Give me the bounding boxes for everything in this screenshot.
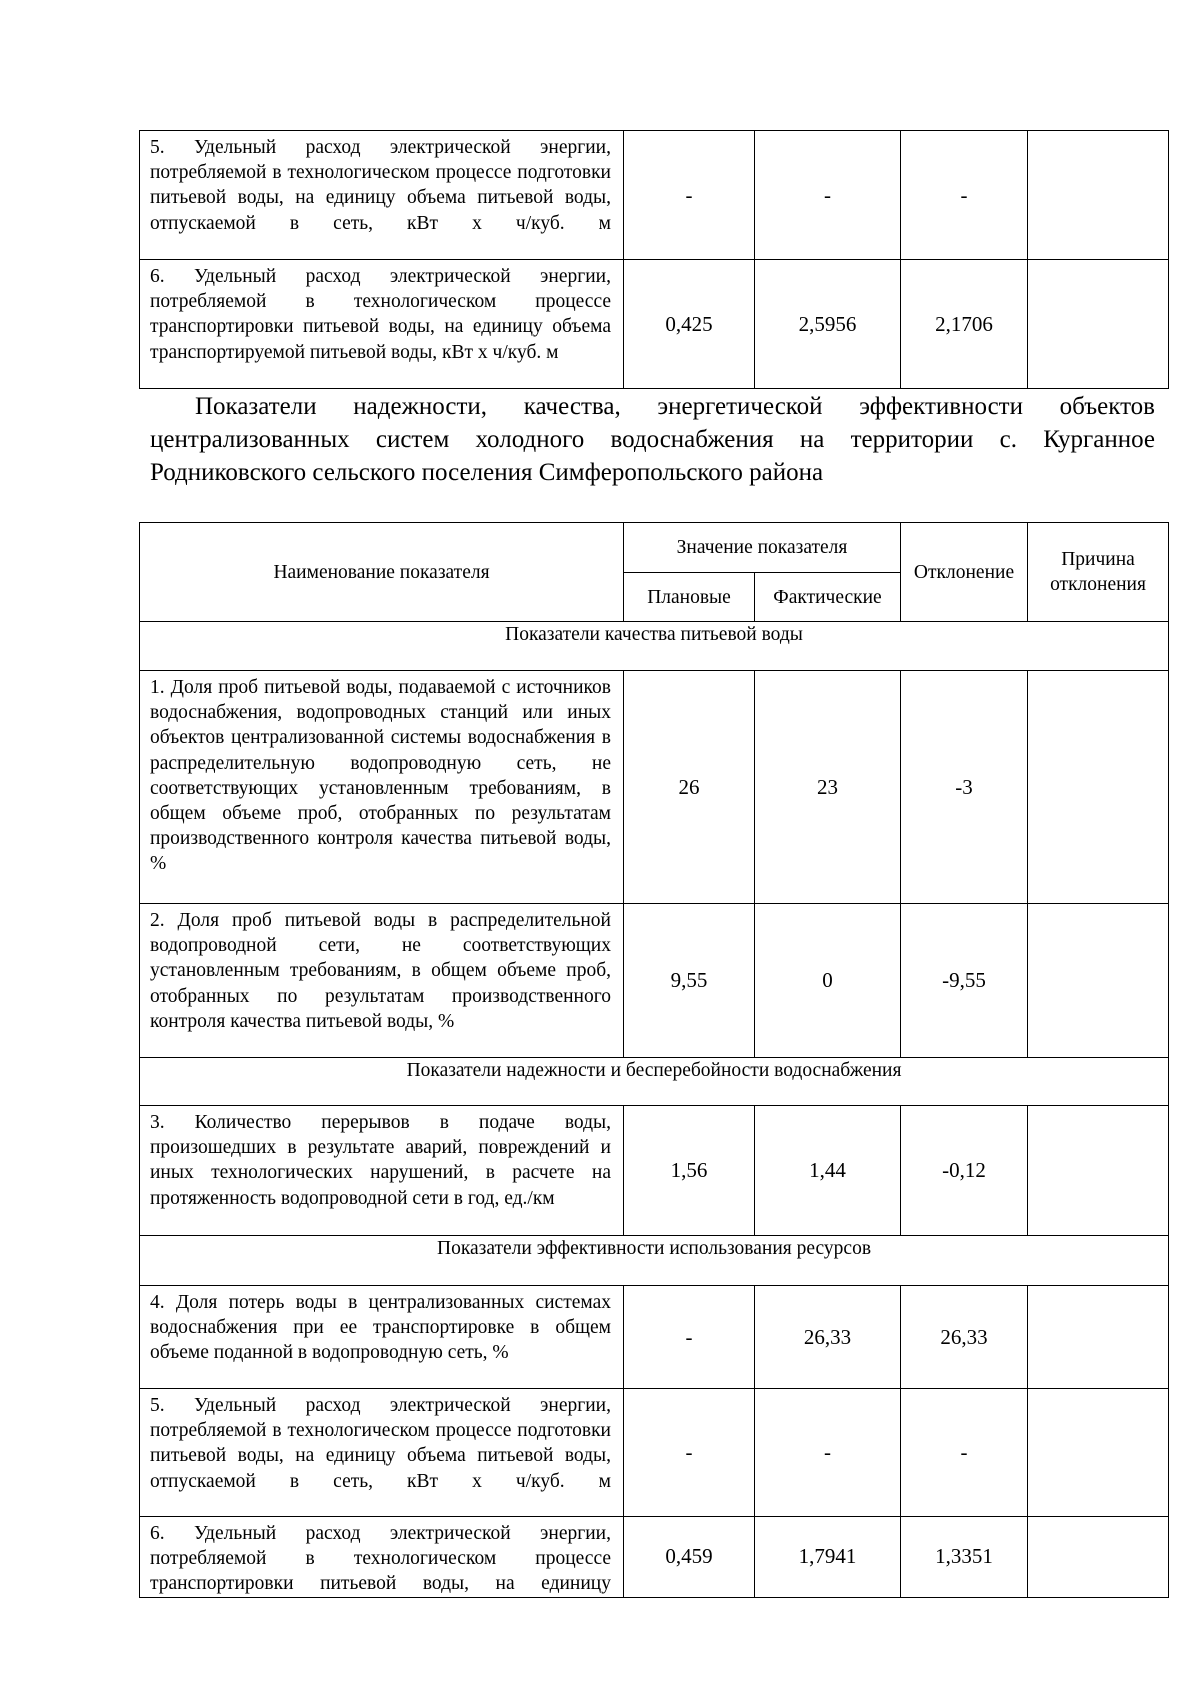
table-row — [140, 1517, 1169, 1598]
fact-value: 26,33 — [755, 1286, 901, 1389]
indicator-description: 2. Доля проб питьевой воды в распределительной водопроводной сети, не соответствующих установленным требованиям, в общем объеме проб, отобранных по результатам производственного контроля качества питьевой воды, % — [140, 904, 624, 1058]
plan-value: 9,55 — [624, 904, 755, 1058]
table-row — [140, 671, 1169, 904]
fact-value: 0 — [755, 904, 901, 1058]
deviation-value: 26,33 — [901, 1286, 1028, 1389]
table-row — [140, 131, 1169, 260]
table-row — [140, 1286, 1169, 1389]
table-row — [140, 1106, 1169, 1236]
section-title-efficiency: Показатели эффективности использования ресурсов — [140, 1236, 1169, 1286]
plan-value: 0,425 — [624, 260, 755, 389]
header-deviation-reason: Причина отклонения — [1028, 523, 1169, 622]
header-indicator-name: Наименование показателя — [140, 523, 624, 622]
deviation-value: - — [901, 131, 1028, 260]
deviation-value: -0,12 — [901, 1106, 1028, 1236]
deviation-reason — [1028, 1389, 1169, 1517]
deviation-reason — [1028, 1517, 1169, 1598]
fact-value: - — [755, 1389, 901, 1517]
plan-value: 1,56 — [624, 1106, 755, 1236]
table-row — [140, 260, 1169, 389]
plan-value: 0,459 — [624, 1517, 755, 1598]
table-row — [140, 1389, 1169, 1517]
fact-value: 1,44 — [755, 1106, 901, 1236]
plan-value: 26 — [624, 671, 755, 904]
plan-value: - — [624, 1286, 755, 1389]
deviation-value: 1,3351 — [901, 1517, 1028, 1598]
section-row — [140, 1236, 1169, 1286]
indicator-description: 1. Доля проб питьевой воды, подаваемой с источников водоснабжения, водопроводных станций или иных объектов централизованной системы водоснабжения в распределительную водопроводную сеть, не соответствующих установленным требованиям, в общем объеме проб, отобранных по результатам производственного контроля качества питьевой воды, % — [140, 671, 624, 904]
indicator-description: 4. Доля потерь воды в централизованных системах водоснабжения при ее транспортировке в общем объеме поданной в водопроводную сеть, % — [140, 1286, 624, 1389]
deviation-reason — [1028, 671, 1169, 904]
heading-text: Показатели надежности, качества, энергетической эффективности объектов централизованных систем холодного водоснабжения на территории с. Курганное Родниковского сельского поселения Симферопольского района — [150, 393, 1155, 486]
table-header-row — [140, 523, 1169, 573]
deviation-reason — [1028, 1286, 1169, 1389]
indicator-description: 3. Количество перерывов в подаче воды, произошедших в результате аварий, повреждений и иных технологических нарушений, в расчете на протяженность водопроводной сети в год, ед./км — [140, 1106, 624, 1236]
deviation-value: -9,55 — [901, 904, 1028, 1058]
section-title-reliability: Показатели надежности и бесперебойности водоснабжения — [140, 1058, 1169, 1106]
deviation-reason — [1028, 1106, 1169, 1236]
indicator-description: 5. Удельный расход электрической энергии, потребляемой в технологическом процессе подготовки питьевой воды, на единицу объема питьевой воды, отпускаемой в сеть, кВт х ч/куб. м — [140, 131, 624, 260]
fact-value: 2,5956 — [755, 260, 901, 389]
indicator-description: 6. Удельный расход электрической энергии, потребляемой в технологическом процессе транспортировки питьевой воды, на единицу — [140, 1517, 624, 1598]
fact-value: 1,7941 — [755, 1517, 901, 1598]
deviation-reason — [1028, 904, 1169, 1058]
continued-indicators-table — [139, 130, 1169, 389]
deviation-reason — [1028, 131, 1169, 260]
section-row — [140, 1058, 1169, 1106]
fact-value: 23 — [755, 671, 901, 904]
table-row — [140, 904, 1169, 1058]
header-fact: Фактические — [755, 573, 901, 622]
indicator-description: 6. Удельный расход электрической энергии, потребляемой в технологическом процессе транспортировки питьевой воды, на единицу объема транспортируемой питьевой воды, кВт х ч/куб. м — [140, 260, 624, 389]
section-row — [140, 622, 1169, 671]
header-indicator-value: Значение показателя — [624, 523, 901, 573]
section-heading — [150, 390, 1155, 489]
deviation-value: -3 — [901, 671, 1028, 904]
plan-value: - — [624, 131, 755, 260]
header-deviation: Отклонение — [901, 523, 1028, 622]
indicator-description: 5. Удельный расход электрической энергии, потребляемой в технологическом процессе подготовки питьевой воды, на единицу объема питьевой воды, отпускаемой в сеть, кВт х ч/куб. м — [140, 1389, 624, 1517]
deviation-reason — [1028, 260, 1169, 389]
indicators-table — [139, 522, 1169, 1598]
deviation-value: 2,1706 — [901, 260, 1028, 389]
deviation-value: - — [901, 1389, 1028, 1517]
plan-value: - — [624, 1389, 755, 1517]
header-plan: Плановые — [624, 573, 755, 622]
section-title-quality: Показатели качества питьевой воды — [140, 622, 1169, 671]
fact-value: - — [755, 131, 901, 260]
